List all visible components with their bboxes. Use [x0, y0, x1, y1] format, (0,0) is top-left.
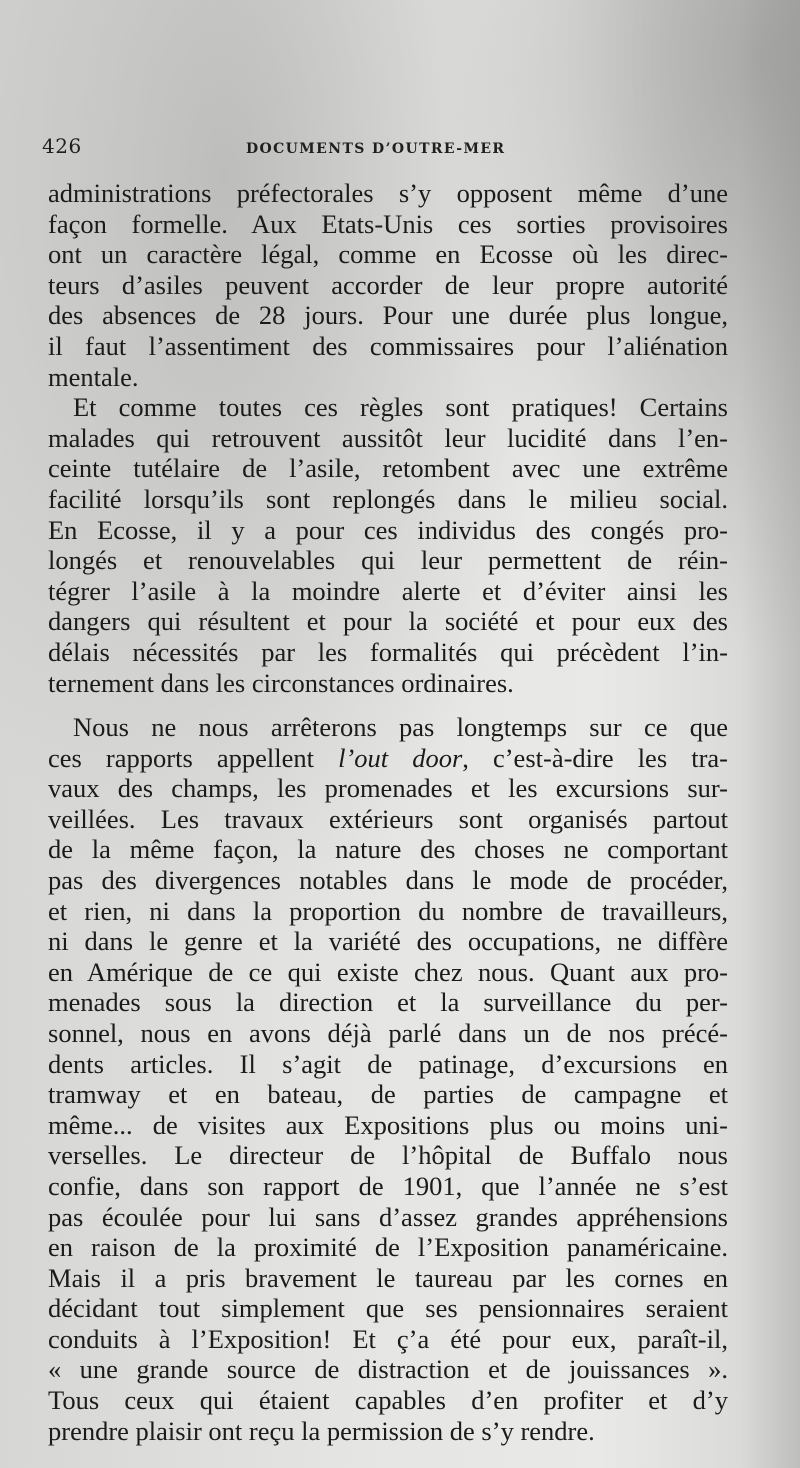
- text-line: délais nécessités par les formalités qui précèdent l’in-: [48, 636, 728, 667]
- text-line: en raison de la proximité de l’Exposition panaméricaine.: [48, 1232, 728, 1263]
- text-line: ceinte tutélaire de l’asile, retombent avec une extrême: [48, 453, 728, 484]
- text-line: facilité lorsqu’ils sont replongés dans le milieu social.: [48, 483, 728, 514]
- text-line: façon formelle. Aux Etats-Unis ces sorties provisoires: [48, 208, 728, 239]
- page-number: 426: [42, 134, 82, 158]
- text-line: verselles. Le directeur de l’hôpital de Buffalo nous: [48, 1140, 728, 1171]
- text-line: malades qui retrouvent aussitôt leur lucidité dans l’en-: [48, 422, 728, 453]
- text-line: « une grande source de distraction et de jouissances ».: [48, 1354, 728, 1385]
- text-line: tramway et en bateau, de parties de campagne et: [48, 1079, 728, 1110]
- paragraph-scotland: [48, 392, 728, 698]
- text-line: ni dans le genre et la variété des occupations, ne diffère: [48, 926, 728, 957]
- text-line: veillées. Les travaux extérieurs sont organisés partout: [48, 803, 728, 834]
- text-line: Mais il a pris bravement le taureau par les cornes en: [48, 1262, 728, 1293]
- paragraph-out-door: [48, 712, 728, 1446]
- text-line: longés et renouvelables qui leur permettent de réin-: [48, 545, 728, 576]
- text-line: Nous ne nous arrêterons pas longtemps sur ce que: [73, 712, 728, 742]
- text-line: de la même façon, la nature des choses ne comportant: [48, 834, 728, 865]
- text-line: même... de visites aux Expositions plus ou moins uni-: [48, 1109, 728, 1140]
- text-line: dangers qui résultent et pour la société et pour eux des: [48, 606, 728, 637]
- paragraph-continuation: [48, 178, 728, 392]
- text-line: pas des divergences notables dans le mode de procéder,: [48, 864, 728, 895]
- text-line: il faut l’assentiment des commissaires pour l’aliénation: [48, 330, 728, 361]
- text-line: prendre plaisir ont reçu la permission de s’y rendre.: [48, 1415, 595, 1446]
- text-line: conduits à l’Exposition! Et ç’a été pour eux, paraît-il,: [48, 1323, 728, 1354]
- text-line: ternement dans les circonstances ordinaires.: [48, 667, 514, 698]
- text-line: menades sous la direction et la surveillance du per-: [48, 987, 728, 1018]
- page-edge-shadow: [740, 0, 800, 1468]
- text-line: En Ecosse, il y a pour ces individus des congés pro-: [48, 514, 728, 545]
- text-line: sonnel, nous en avons déjà parlé dans un de nos précé-: [48, 1017, 728, 1048]
- text-line: en Amérique de ce qui existe chez nous. Quant aux pro-: [48, 956, 728, 987]
- text-fragment: , c’est-à-dire les tra-: [462, 742, 728, 773]
- text-line: confie, dans son rapport de 1901, que l’année ne s’est: [48, 1170, 728, 1201]
- body-text-upper: [48, 178, 728, 698]
- text-line: Et comme toutes ces règles sont pratiques! Certains: [73, 392, 728, 423]
- italic-term: l’out door: [338, 742, 463, 773]
- text-line: des absences de 28 jours. Pour une durée plus longue,: [48, 300, 728, 331]
- text-line: tégrer l’asile à la moindre alerte et d’éviter ainsi les: [48, 575, 728, 606]
- text-line: administrations préfectorales s’y opposent même d’une: [48, 178, 728, 208]
- text-line: teurs d’asiles peuvent accorder de leur propre autorité: [48, 269, 728, 300]
- text-line: pas écoulée pour lui sans d’assez grandes appréhensions: [48, 1201, 728, 1232]
- text-line: ont un caractère légal, comme en Ecosse où les direc-: [48, 239, 728, 270]
- text-line: Tous ceux qui étaient capables d’en profiter et d’y: [48, 1385, 728, 1416]
- text-line: mentale.: [48, 361, 139, 392]
- text-line-with-italic: [48, 743, 728, 774]
- text-line: dents articles. Il s’agit de patinage, d’excursions en: [48, 1048, 728, 1079]
- running-title: DOCUMENTS D’OUTRE-MER: [246, 141, 506, 157]
- body-text-lower: [48, 712, 728, 1446]
- running-head: [42, 131, 742, 163]
- text-line: décidant tout simplement que ses pensionnaires seraient: [48, 1293, 728, 1324]
- text-line: vaux des champs, les promenades et les excursions sur-: [48, 773, 728, 804]
- text-fragment: ces rapports appellent: [48, 742, 314, 773]
- text-line: et rien, ni dans la proportion du nombre de travailleurs,: [48, 895, 728, 926]
